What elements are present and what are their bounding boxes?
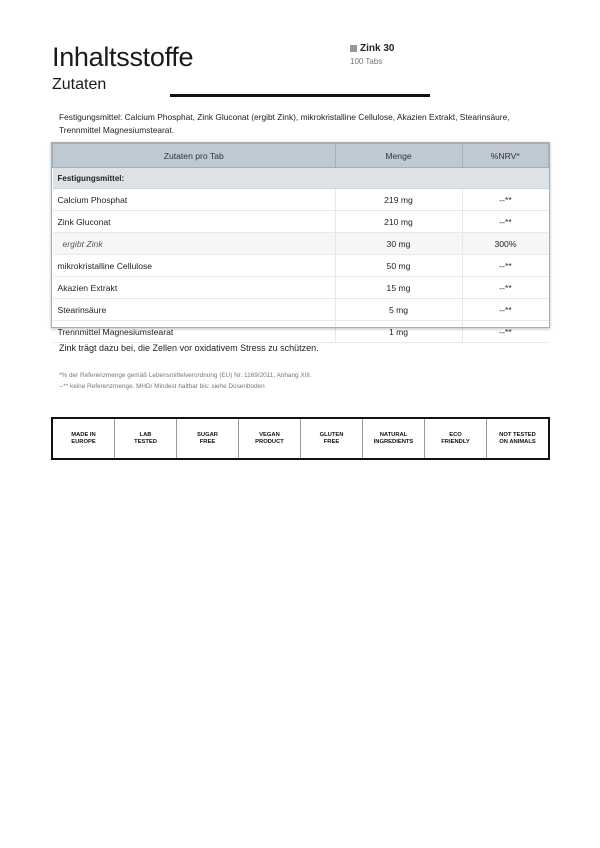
badge-gluten-free: GLUTEN FREE [301,419,363,458]
ingredient-nrv: --** [462,255,549,277]
square-icon [350,45,357,52]
product-name: Zink 30 [360,43,395,54]
ingredient-nrv: --** [462,277,549,299]
badge-natural-ingredients: NATURAL INGREDIENTS [363,419,425,458]
ingredient-nrv: --** [462,189,549,211]
table-row [53,189,549,211]
ingredient-name: Stearinsäure [53,299,336,321]
section-row [53,168,549,189]
table-row [53,277,549,299]
table-row [53,299,549,321]
table-row [53,255,549,277]
ingredient-amount: 50 mg [335,255,462,277]
ingredient-name: Akazien Extrakt [53,277,336,299]
ingredient-name: ergibt Zink [53,233,336,255]
badge-eco-friendly: ECO FRIENDLY [425,419,487,458]
ingredient-nrv: --** [462,321,549,343]
badge-vegan-product: VEGAN PRODUCT [239,419,301,458]
table-row [53,211,549,233]
table-row [53,321,549,343]
ingredient-amount: 210 mg [335,211,462,233]
ingredient-amount: 1 mg [335,321,462,343]
page-title: Inhaltsstoffe [52,42,194,72]
badge-sugar-free: SUGAR FREE [177,419,239,458]
section-label: Festigungsmittel: [53,168,549,189]
ingredient-nrv: --** [462,299,549,321]
ingredient-amount: 15 mg [335,277,462,299]
badge-made-in-europe: MADE IN EUROPE [53,419,115,458]
footnote: --** keine Referenzmenge. MHD/ Mindest haltbar bis: siehe Dosenboden [59,383,265,390]
column-header-nrv: %NRV* [462,144,549,168]
table-row [53,233,549,255]
ingredient-amount: 30 mg [335,233,462,255]
badge-bar [51,417,550,460]
ingredients-table [52,143,549,343]
table-header-row [53,144,549,168]
ingredient-name: Trennmittel Magnesiumstearat [53,321,336,343]
column-header-ingredient: Zutaten pro Tab [53,144,336,168]
ingredient-amount: 219 mg [335,189,462,211]
ingredients-intro: Festigungsmittel: Calcium Phosphat, Zink Gluconat (ergibt Zink), mikrokristalline Cellulose, Akazien Extrakt, Stearinsäure, Trennmittel Magnesiumstearat. [59,112,510,135]
ingredient-nrv: 300% [462,233,549,255]
ingredient-name: Zink Gluconat [53,211,336,233]
ingredient-name: Calcium Phosphat [53,189,336,211]
page-subtitle: Zutaten [52,76,107,93]
badge-not-tested-on-animals: NOT TESTED ON ANIMALS [499,431,536,445]
footnote: *% der Referenzmenge gemäß Lebensmittelverordnung (EU) Nr. 1169/2011, Anhang XIII. [59,372,312,379]
ingredient-name: mikrokristalline Cellulose [53,255,336,277]
ingredient-amount: 5 mg [335,299,462,321]
product-quantity: 100 Tabs [350,57,383,66]
health-claim: Zink trägt dazu bei, die Zellen vor oxidativem Stress zu schützen. [59,343,319,353]
header-divider [170,94,430,97]
product-info [350,43,394,66]
ingredient-nrv: --** [462,211,549,233]
column-header-amount: Menge [335,144,462,168]
badge-lab-tested: LAB TESTED [115,419,177,458]
